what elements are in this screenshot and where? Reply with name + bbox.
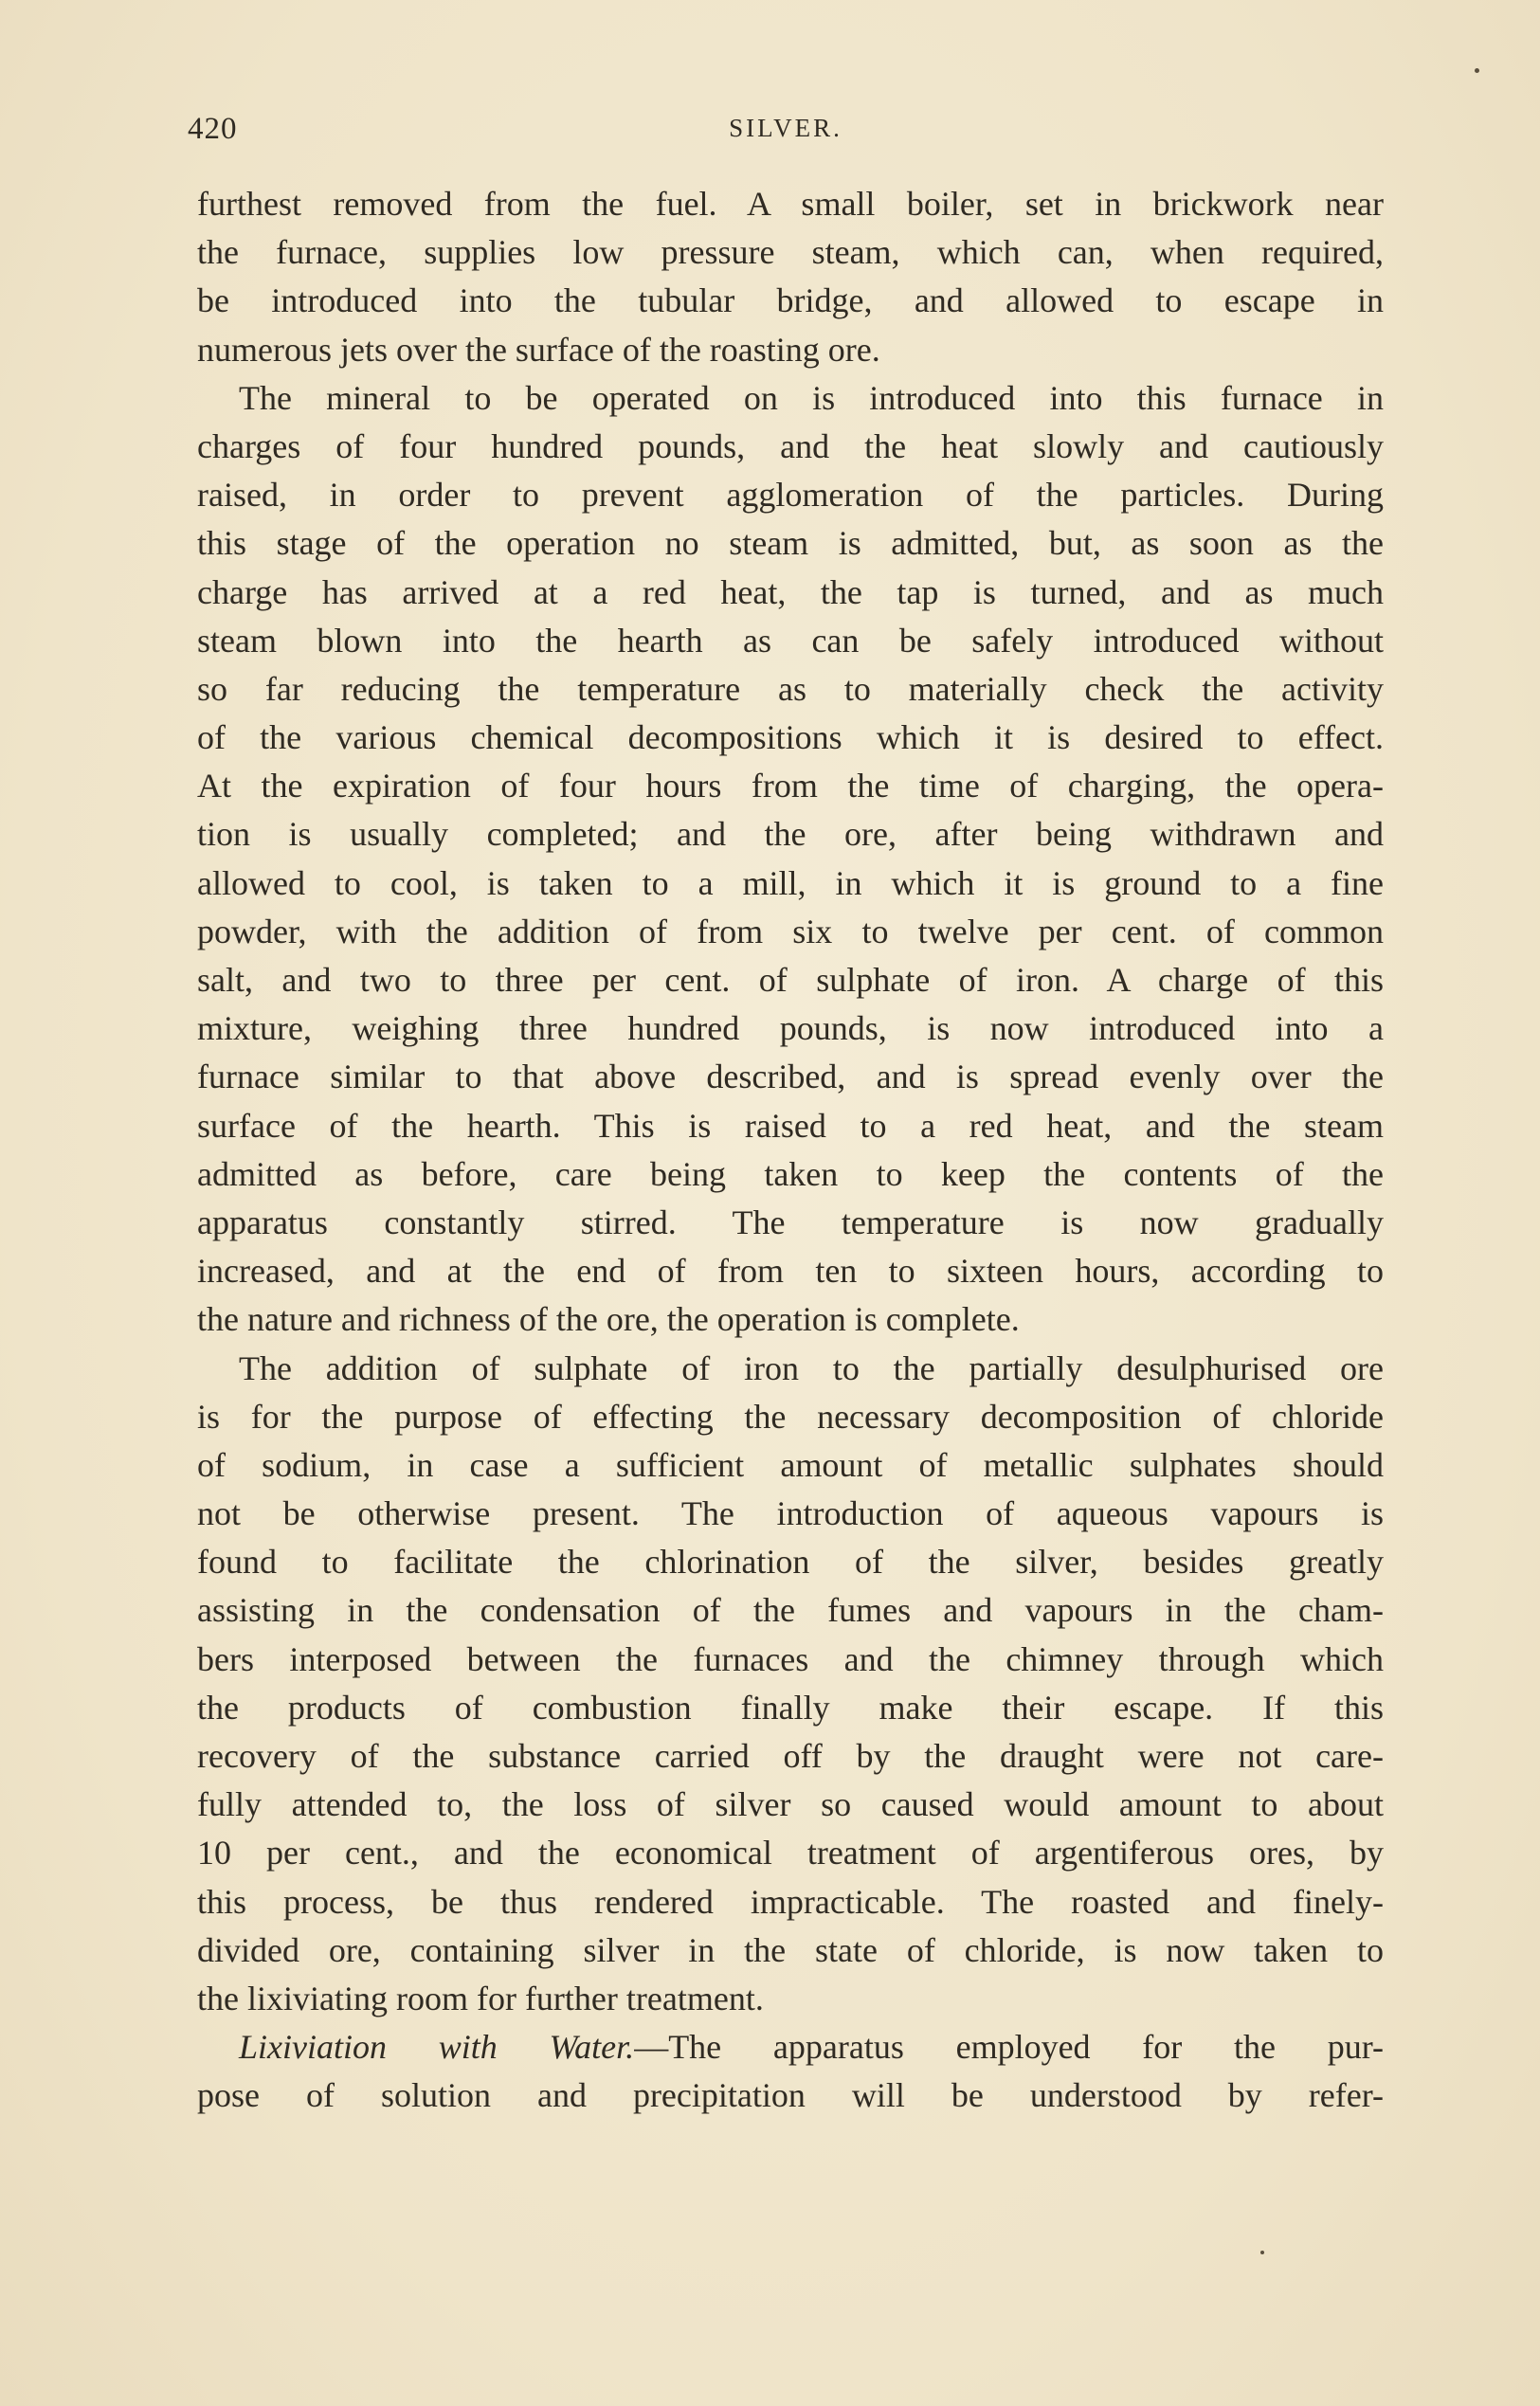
text-run: —The apparatus employed for the pur- — [634, 2028, 1384, 2067]
text-line: The addition of sulphate of iron to the partially desulphurised ore — [239, 1348, 1384, 1387]
text-line: the products of combustion finally make their escape. If this — [197, 1688, 1384, 1727]
text-line: be introduced into the tubular bridge, and allowed to escape in — [197, 281, 1384, 320]
text-line: charges of four hundred pounds, and the heat slowly and cautiously — [197, 426, 1384, 465]
text-line: recovery of the substance carried off by the draught were not care- — [197, 1737, 1384, 1775]
text-line: this process, be thus rendered impracticable. The roasted and finely- — [197, 1882, 1384, 1921]
text-line: not be otherwise present. The introduction of aqueous vapours is — [197, 1494, 1384, 1533]
text-line: furnace similar to that above described, and is spread evenly over the — [197, 1058, 1384, 1096]
paper-speck — [1475, 68, 1479, 73]
text-line: tion is usually completed; and the ore, after being withdrawn and — [197, 815, 1384, 854]
text-line: mixture, weighing three hundred pounds, is now introduced into a — [197, 1009, 1384, 1048]
text-line: fully attended to, the loss of silver so caused would amount to about — [197, 1785, 1384, 1824]
text-line: increased, and at the end of from ten to sixteen hours, according to — [197, 1252, 1384, 1291]
text-line: divided ore, containing silver in the state of chloride, is now taken to — [197, 1930, 1384, 1969]
text-line: 10 per cent., and the economical treatment of argentiferous ores, by — [197, 1834, 1384, 1872]
text-line: raised, in order to prevent agglomeration of the particles. During — [197, 476, 1384, 515]
text-line: pose of solution and precipitation will be understood by refer- — [197, 2076, 1384, 2115]
body-text — [197, 180, 1384, 2121]
paragraph — [197, 2023, 1384, 2120]
text-line: found to facilitate the chlorination of the silver, besides greatly — [197, 1543, 1384, 1582]
text-line: bers interposed between the furnaces and the chimney through which — [197, 1639, 1384, 1678]
paper-speck — [1260, 2251, 1264, 2254]
text-line: the furnace, supplies low pressure steam, which can, when required, — [197, 233, 1384, 272]
text-line: of the various chemical decompositions which it is desired to effect. — [197, 718, 1384, 757]
text-line: numerous jets over the surface of the roasting ore. — [197, 330, 880, 369]
text-line: charge has arrived at a red heat, the tap is turned, and as much — [197, 572, 1384, 611]
text-line: so far reducing the temperature as to materially check the activity — [197, 669, 1384, 708]
text-line: assisting in the condensation of the fumes and vapours in the cham- — [197, 1591, 1384, 1630]
page-number: 420 — [188, 112, 238, 146]
text-line: the lixiviating room for further treatment. — [197, 1979, 764, 2017]
running-title: SILVER. — [729, 114, 842, 142]
paragraph — [197, 374, 1384, 1345]
paragraph — [197, 180, 1384, 374]
text-line: surface of the hearth. This is raised to a red heat, and the steam — [197, 1106, 1384, 1145]
text-line: apparatus constantly stirred. The temperature is now gradually — [197, 1203, 1384, 1241]
text-line: The mineral to be operated on is introduced into this furnace in — [239, 378, 1384, 417]
text-line: this stage of the operation no steam is admitted, but, as soon as the — [197, 524, 1384, 563]
text-line: powder, with the addition of from six to twelve per cent. of common — [197, 912, 1384, 950]
text-line: steam blown into the hearth as can be safely introduced without — [197, 621, 1384, 660]
text-line: salt, and two to three per cent. of sulphate of iron. A charge of this — [197, 961, 1384, 999]
text-line: is for the purpose of effecting the necessary decomposition of chloride — [197, 1397, 1384, 1436]
text-line: allowed to cool, is taken to a mill, in which it is ground to a fine — [197, 863, 1384, 902]
text-line: of sodium, in case a sufficient amount of metallic sulphates should — [197, 1445, 1384, 1484]
text-line — [197, 2023, 1384, 2071]
text-line: furthest removed from the fuel. A small boiler, set in brickwork near — [197, 185, 1384, 223]
text-line: At the expiration of four hours from the time of charging, the opera- — [197, 767, 1384, 805]
text-line: admitted as before, care being taken to keep the contents of the — [197, 1154, 1384, 1193]
text-line: the nature and richness of the ore, the operation is complete. — [197, 1300, 1020, 1339]
page-header — [188, 112, 1384, 159]
section-heading-italic: Lixiviation with Water. — [239, 2028, 635, 2067]
paragraph — [197, 1345, 1384, 2024]
